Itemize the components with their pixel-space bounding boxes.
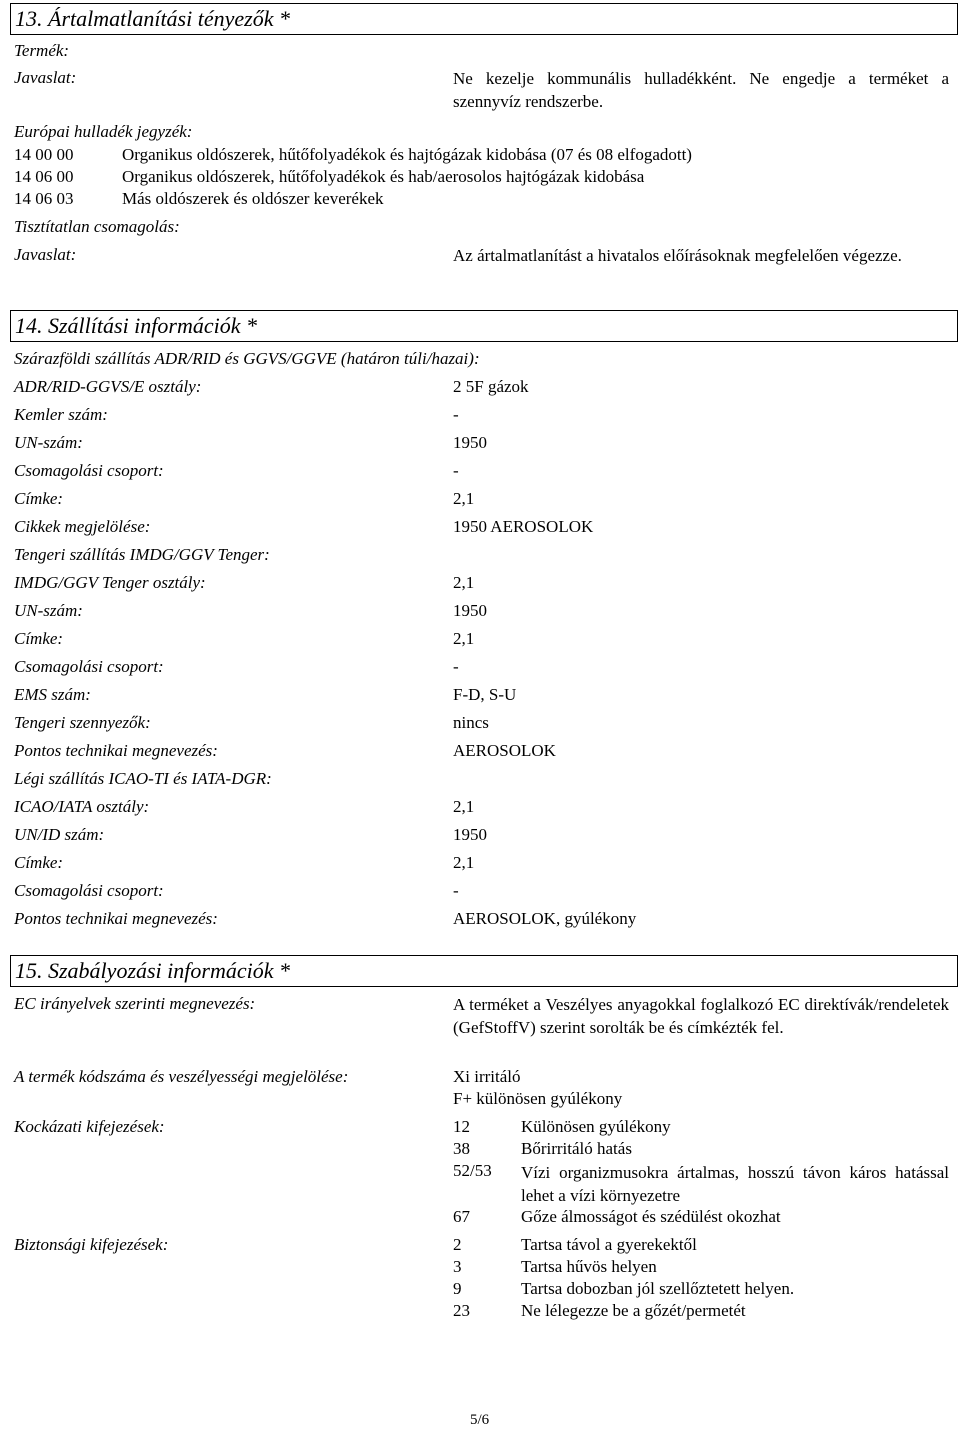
risk-phrases-label: Kockázati kifejezések: xyxy=(14,1117,165,1136)
transport-label: Csomagolási csoport: xyxy=(14,461,164,480)
risk-number: 52/53 xyxy=(453,1161,492,1180)
transport-value: 1950 xyxy=(453,825,487,844)
transport-value: 2,1 xyxy=(453,573,475,592)
product-code-label: A termék kódszáma és veszélyességi megjelölése: xyxy=(14,1067,349,1086)
transport-value: F-D, S-U xyxy=(453,685,517,704)
safety-text: Tartsa hűvös helyen xyxy=(521,1257,657,1276)
safety-number: 9 xyxy=(453,1279,462,1298)
transport-value: 1950 xyxy=(453,433,487,452)
transport-value: 2 5F gázok xyxy=(453,377,529,396)
ewc-text: Organikus oldószerek, hűtőfolyadékok és hajtógázak kidobása (07 és 08 elfogadott) xyxy=(122,145,692,164)
product-code-value: Xi irritáló xyxy=(453,1067,521,1086)
transport-value: 2,1 xyxy=(453,489,475,508)
transport-label: Címke: xyxy=(14,489,64,508)
transport-label: Csomagolási csoport: xyxy=(14,881,164,900)
ewc-text: Organikus oldószerek, hűtőfolyadékok és hab/aerosolos hajtógázak kidobása xyxy=(122,167,645,186)
transport-value: 1950 xyxy=(453,601,487,620)
safety-number: 3 xyxy=(453,1257,462,1276)
packaging-label: Tisztítatlan csomagolás: xyxy=(14,217,180,236)
page-number: 5/6 xyxy=(470,1412,490,1428)
risk-number: 67 xyxy=(453,1207,470,1226)
transport-label: Címke: xyxy=(14,629,64,648)
packaging-suggestion-label: Javaslat: xyxy=(14,245,77,264)
ewc-code: 14 06 03 xyxy=(14,189,74,208)
safety-number: 2 xyxy=(453,1235,462,1254)
safety-number: 23 xyxy=(453,1301,470,1320)
air-transport-heading: Légi szállítás ICAO-TI és IATA-DGR: xyxy=(14,769,272,788)
transport-value: 2,1 xyxy=(453,797,475,816)
packaging-suggestion-value: Az ártalmatlanítást a hivatalos előírásoknak megfelelően végezze. xyxy=(453,246,902,265)
ewc-code: 14 00 00 xyxy=(14,145,74,164)
risk-text: Gőze álmosságot és szédülést okozhat xyxy=(521,1207,781,1226)
ec-value: A terméket a Veszélyes anyagokkal foglalkozó EC direktívák/rendeletek (GefStoffV) szerint sorolták be és címkézték fel. xyxy=(453,995,949,1037)
transport-label: Kemler szám: xyxy=(14,405,108,424)
transport-label: IMDG/GGV Tenger osztály: xyxy=(14,573,206,592)
transport-value: 2,1 xyxy=(453,629,475,648)
transport-label: Csomagolási csoport: xyxy=(14,657,164,676)
transport-label: Pontos technikai megnevezés: xyxy=(14,909,218,928)
product-code-value: F+ különösen gyúlékony xyxy=(453,1089,623,1108)
section-15-title: 15. Szabályozási információk * xyxy=(10,955,958,987)
transport-label: Pontos technikai megnevezés: xyxy=(14,741,218,760)
transport-label: Címke: xyxy=(14,853,64,872)
safety-text: Ne lélegezze be a gőzét/permetét xyxy=(521,1301,746,1320)
ewc-label: Európai hulladék jegyzék: xyxy=(14,122,193,141)
transport-label: UN-szám: xyxy=(14,601,83,620)
risk-text: Bőrirritáló hatás xyxy=(521,1139,632,1158)
transport-label: Tengeri szennyezők: xyxy=(14,713,151,732)
section-14-title: 14. Szállítási információk * xyxy=(10,310,958,342)
transport-value: AEROSOLOK, gyúlékony xyxy=(453,909,637,928)
safety-text: Tartsa dobozban jól szellőztetett helyen. xyxy=(521,1279,795,1298)
safety-phrases-label: Biztonsági kifejezések: xyxy=(14,1235,169,1254)
ewc-text: Más oldószerek és oldószer keverékek xyxy=(122,189,384,208)
product-suggestion-value: Ne kezelje kommunális hulladékként. Ne engedje a terméket a szennyvíz rendszerbe. xyxy=(453,69,949,111)
transport-value: - xyxy=(453,881,459,900)
transport-value: - xyxy=(453,461,459,480)
transport-label: Cikkek megjelölése: xyxy=(14,517,151,536)
transport-value: - xyxy=(453,657,459,676)
transport-value: - xyxy=(453,405,459,424)
safety-text: Tartsa távol a gyerekektől xyxy=(521,1235,697,1254)
product-suggestion-label: Javaslat: xyxy=(14,68,77,87)
sea-transport-heading: Tengeri szállítás IMDG/GGV Tenger: xyxy=(14,545,270,564)
transport-value: AEROSOLOK xyxy=(453,741,556,760)
land-transport-heading: Szárazföldi szállítás ADR/RID és GGVS/GGVE (határon túli/hazai): xyxy=(14,349,480,368)
transport-label: EMS szám: xyxy=(14,685,91,704)
risk-number: 12 xyxy=(453,1117,470,1136)
ewc-code: 14 06 00 xyxy=(14,167,74,186)
transport-value: nincs xyxy=(453,713,489,732)
section-13-title: 13. Ártalmatlanítási tényezők * xyxy=(10,3,958,35)
transport-label: ICAO/IATA osztály: xyxy=(14,797,150,816)
transport-label: ADR/RID-GGVS/E osztály: xyxy=(14,377,202,396)
risk-text: Különösen gyúlékony xyxy=(521,1117,671,1136)
transport-label: UN/ID szám: xyxy=(14,825,105,844)
transport-value: 2,1 xyxy=(453,853,475,872)
risk-number: 38 xyxy=(453,1139,470,1158)
transport-value: 1950 AEROSOLOK xyxy=(453,517,594,536)
risk-text: Vízi organizmusokra ártalmas, hosszú távon káros hatással lehet a vízi környezetre xyxy=(521,1163,949,1205)
ec-label: EC irányelvek szerinti megnevezés: xyxy=(14,994,256,1013)
transport-label: UN-szám: xyxy=(14,433,83,452)
product-label: Termék: xyxy=(14,41,70,60)
